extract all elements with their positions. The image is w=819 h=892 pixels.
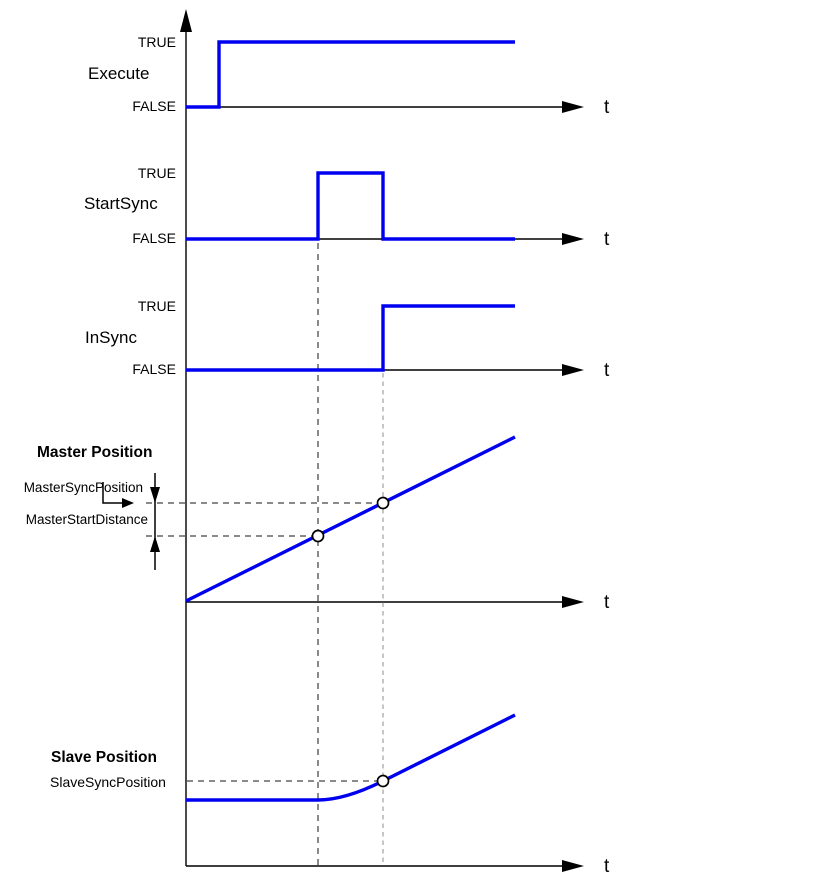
- execute-true-label: TRUE: [137, 34, 176, 50]
- time-axis-label: t: [604, 856, 610, 877]
- insync-labels: [85, 298, 176, 377]
- master-position-ramp: [186, 437, 515, 601]
- time-axis-arrow-icon: [562, 364, 584, 376]
- time-axis-arrow-icon: [562, 596, 584, 608]
- time-axis-master-position: [186, 592, 610, 613]
- master-sync-point-marker: [378, 498, 389, 509]
- master-start-distance-label: MasterStartDistance: [25, 512, 148, 527]
- time-axis-arrow-icon: [562, 233, 584, 245]
- time-axis-arrow-icon: [562, 101, 584, 113]
- master-start-distance-dimension: [150, 473, 160, 570]
- dimension-arrow-up-icon: [150, 536, 160, 552]
- time-axis-arrow-icon: [562, 860, 584, 872]
- time-axis-execute: [186, 97, 610, 118]
- execute-waveform: [186, 42, 515, 107]
- time-axis-label: t: [604, 229, 610, 250]
- time-axis-label: t: [604, 97, 610, 118]
- startsync-false-label: FALSE: [132, 230, 176, 246]
- value-axis-arrow-icon: [180, 9, 192, 32]
- time-axis-label: t: [604, 592, 610, 613]
- slave-sync-position-label: SlaveSyncPosition: [50, 774, 166, 790]
- time-axis-slave-position: [186, 856, 610, 877]
- guide-lines: [146, 243, 383, 866]
- execute-false-label: FALSE: [132, 98, 176, 114]
- time-axis-label: t: [604, 360, 610, 381]
- startsync-true-label: TRUE: [137, 165, 176, 181]
- execute-labels: [88, 34, 176, 114]
- master-sync-position-label: MasterSyncPosition: [23, 480, 143, 495]
- pointer-arrow-right-icon: [122, 498, 134, 508]
- insync-signal-label: InSync: [85, 328, 137, 347]
- slave-position-title: Slave Position: [51, 749, 157, 766]
- slave-position-labels: [50, 749, 166, 790]
- slave-position-curve: [186, 715, 515, 800]
- master-start-point-marker: [313, 531, 324, 542]
- slave-sync-point-marker: [378, 776, 389, 787]
- insync-waveform: [186, 306, 515, 370]
- startsync-signal-label: StartSync: [84, 194, 158, 213]
- execute-signal-label: Execute: [88, 64, 150, 83]
- value-axis: [180, 9, 192, 866]
- startsync-waveform: [186, 173, 515, 239]
- startsync-labels: [84, 165, 176, 246]
- insync-false-label: FALSE: [132, 361, 176, 377]
- insync-true-label: TRUE: [137, 298, 176, 314]
- master-position-labels: [24, 444, 153, 527]
- master-position-title: Master Position: [37, 444, 153, 461]
- dimension-arrow-down-icon: [150, 487, 160, 503]
